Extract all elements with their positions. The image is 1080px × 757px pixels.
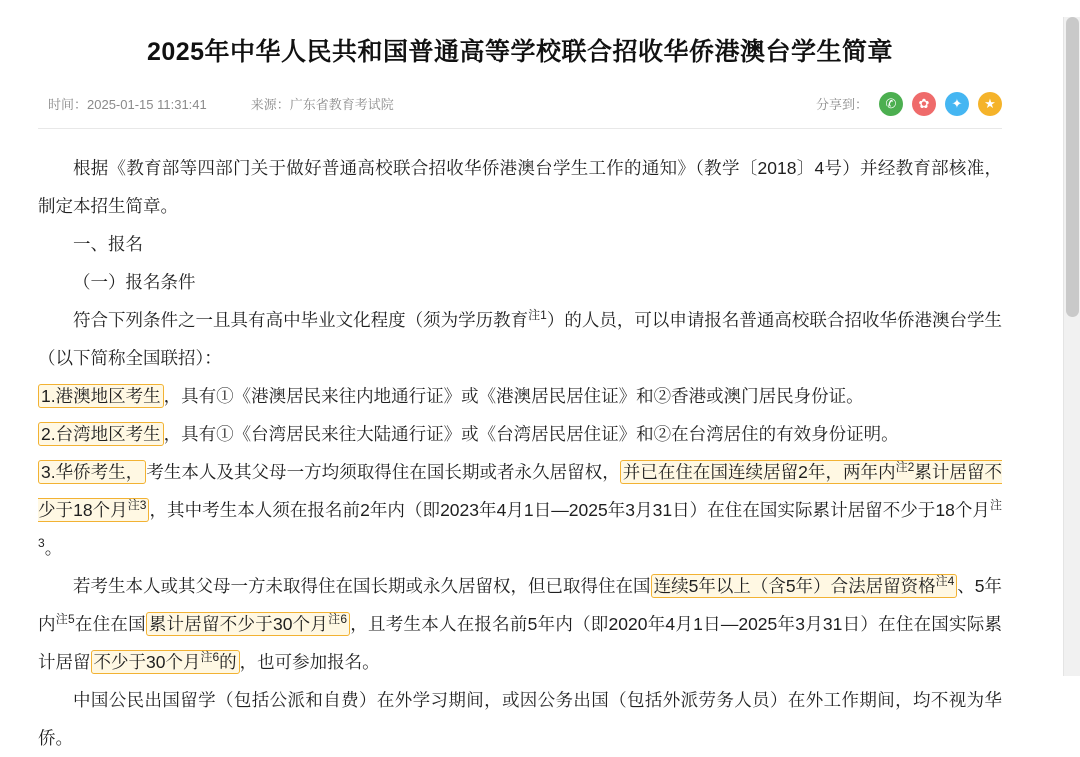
legal-residence-text: 连续5年以上（含5年）合法居留资格: [653, 575, 936, 596]
residence-18months-text: 累计居留不少于18个月: [38, 461, 1002, 520]
residence-2years-text: 并已在住在国连续居留2年，两年内: [622, 461, 896, 482]
alt-residence-c: 在住在国: [74, 613, 146, 634]
not-less-30months-text: 不少于30个月: [93, 651, 201, 672]
article-page: [0, 17, 1080, 748]
paragraph-alternative-residence: [38, 567, 1002, 681]
paragraph-hk-macao: [38, 377, 1002, 415]
eligibility-intro-a: 符合下列条件之一且具有高中毕业文化程度（须为学历教育: [73, 309, 529, 330]
overseas-chinese-mid: 考生本人及其父母一方均须取得住在国长期或者永久居留权，: [146, 461, 620, 482]
paragraph-eligibility-intro: [38, 301, 1002, 377]
article-body: [38, 149, 1002, 757]
share-group: [816, 92, 1002, 116]
footnote-ref-3b: 注3: [38, 497, 1002, 550]
alt-residence-a: 若考生本人或其父母一方未取得住在国长期或永久居留权，但已取得住在国: [73, 575, 651, 596]
alt-residence-b: 、5年内: [38, 575, 1003, 634]
footnote-ref-1: 注1: [528, 307, 547, 322]
footnote-ref-2: 注2: [895, 459, 915, 474]
highlight-hk-macao-candidate: 1.港澳地区考生: [38, 384, 164, 408]
paragraph-exclusion: [38, 681, 1002, 757]
footnote-ref-6: 注6: [328, 611, 348, 626]
highlight-overseas-chinese-candidate: 3.华侨考生，: [38, 460, 146, 484]
paragraph-basis: [38, 149, 1002, 225]
overseas-chinese-rest: ，其中考生本人须在报名前2年内（即2023年4月1日—2025年3月31日）在住在国实际累计居留不少于18个月: [149, 499, 990, 520]
scrollbar-thumb[interactable]: [1066, 17, 1079, 317]
share-label: 分享到：: [815, 97, 868, 113]
alt-residence-d: ，且考生本人在报名前5年内（即2020年4月1日—2025年3月31日）在住在国实际累计居留: [38, 613, 1003, 672]
overseas-chinese-end: 。: [44, 537, 63, 558]
highlight-5year-legal-residence: [651, 574, 958, 598]
page-title: 2025年中华人民共和国普通高等学校联合招收华侨港澳台学生简章: [146, 37, 894, 66]
heading-registration-text: 一、报名: [73, 233, 143, 254]
qzone-share-icon[interactable]: ✦: [945, 92, 969, 116]
highlight-30months-total: [146, 612, 350, 636]
heading-registration: [38, 225, 1002, 263]
total-30months-text: 累计居留不少于30个月: [148, 613, 329, 634]
highlight-taiwan-candidate: 2.台湾地区考生: [38, 422, 164, 446]
heading-requirements-text: （一）报名条件: [73, 271, 196, 292]
wechat-share-icon[interactable]: ✆: [879, 92, 903, 116]
heading-requirements: [38, 263, 1002, 301]
footnote-ref-4: 注4: [935, 573, 955, 588]
paragraph-overseas-chinese: [38, 453, 1002, 567]
not-less-30months-suffix: 的: [219, 651, 237, 672]
paragraph-basis-text: 根据《教育部等四部门关于做好普通高校联合招收华侨港澳台学生工作的通知》（教学〔2018〕4号）并经教育部核准，制定本招生简章。: [38, 157, 1002, 216]
article-source: 来源：广东省教育考试院: [250, 97, 394, 113]
footnote-ref-3: 注3: [127, 497, 147, 512]
scrollbar-track[interactable]: [1063, 17, 1080, 676]
exclusion-text: 中国公民出国留学（包括公派和自费）在外学习期间，或因公务出国（包括外派劳务人员）在外工作期间，均不视为华侨。: [38, 689, 1002, 748]
alt-residence-e: ，也可参加报名。: [239, 651, 380, 672]
taiwan-rest: ，具有①《台湾居民来往大陆通行证》或《台湾居民居住证》和②在台湾居住的有效身份证明。: [163, 423, 899, 444]
weibo-share-icon[interactable]: ✿: [912, 92, 936, 116]
publish-time: 时间：2025-01-15 11:31:41: [48, 97, 207, 113]
highlight-not-less-30months: [91, 650, 240, 674]
article-meta-bar: [38, 92, 1002, 129]
paragraph-taiwan: [38, 415, 1002, 453]
footnote-ref-6b: 注6: [200, 649, 220, 664]
hk-macao-rest: ，具有①《港澳居民来往内地通行证》或《港澳居民居住证》和②香港或澳门居民身份证。: [163, 385, 864, 406]
eligibility-intro-b: ）的人员，可以申请报名普通高校联合招收华侨港澳台学生（以下简称全国联招）：: [38, 309, 1002, 368]
article-content: [0, 17, 1046, 757]
footnote-ref-5: 注5: [55, 611, 75, 626]
favorite-share-icon[interactable]: ★: [978, 92, 1002, 116]
